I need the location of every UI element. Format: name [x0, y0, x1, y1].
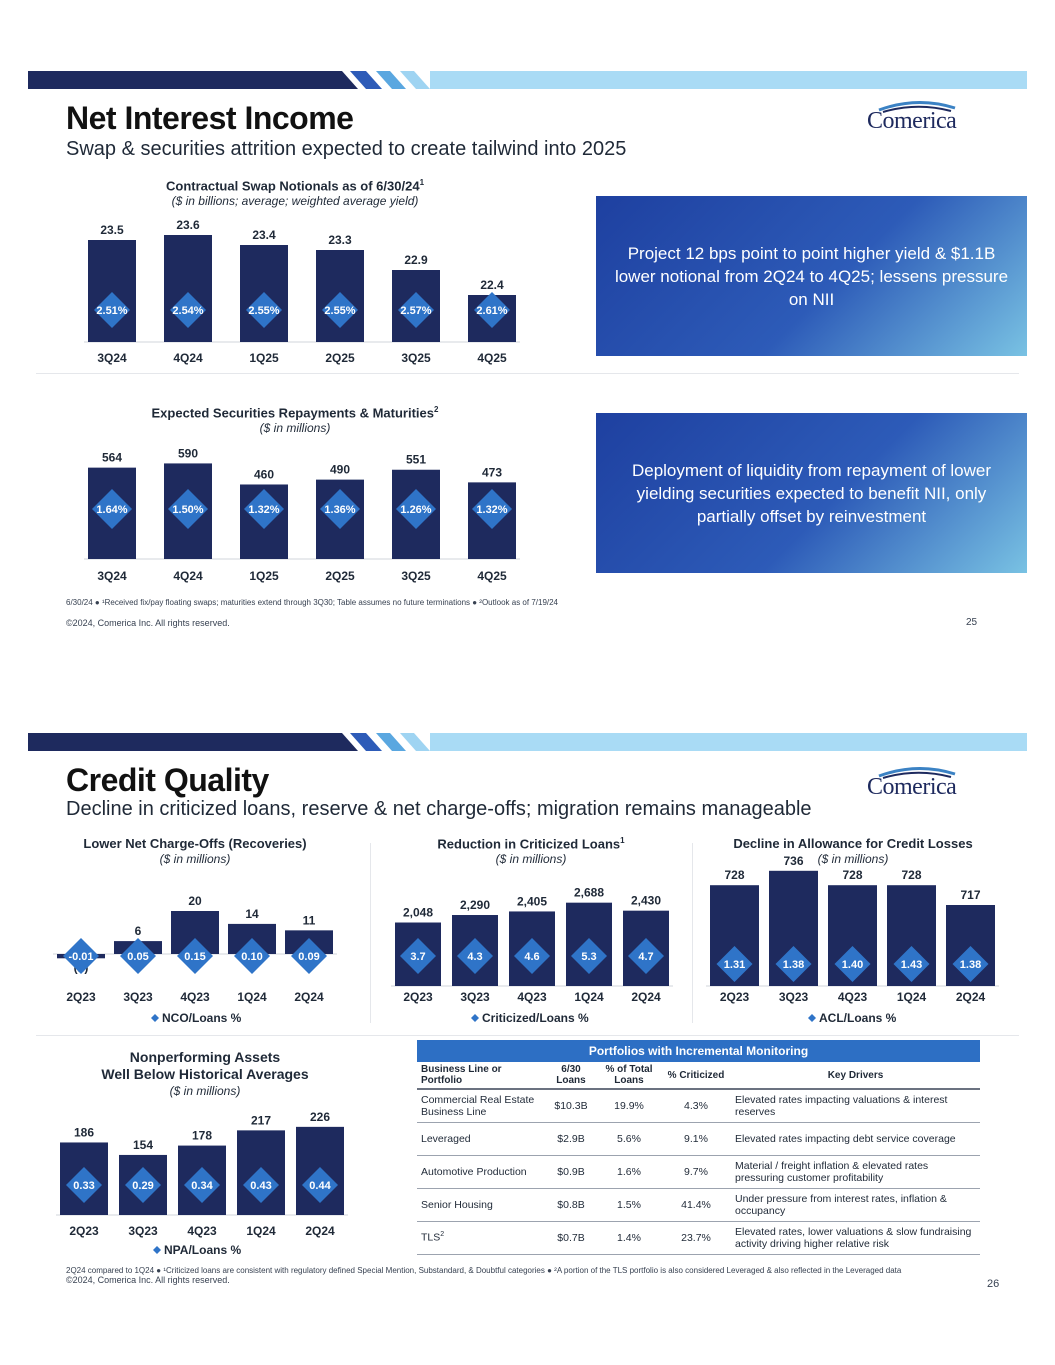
category-label: 2Q23	[403, 990, 433, 1004]
chart-divider-1	[370, 843, 371, 1023]
table-cell: 4.3%	[661, 1089, 731, 1122]
category-label: 3Q24	[97, 351, 127, 365]
category-label: 2Q25	[325, 351, 355, 365]
swap-chart-subtitle: ($ in billions; average; weighted average yield)	[171, 194, 419, 208]
table-cell: $10.3B	[545, 1089, 597, 1122]
table-cell: Automotive Production	[417, 1155, 545, 1188]
data-label: 564	[101, 450, 123, 465]
col-key-drivers: Key Drivers	[731, 1062, 980, 1089]
securities-chart-subtitle: ($ in millions)	[259, 421, 331, 435]
table-cell: Elevated rates impacting debt service coverage	[731, 1122, 980, 1155]
chart-divider-2	[692, 843, 693, 1023]
marker-label: 0.43	[250, 1180, 272, 1192]
marker-label: 0.33	[73, 1180, 95, 1192]
marker-label: 0.29	[132, 1180, 154, 1192]
npa-chart-subtitle: ($ in millions)	[169, 1084, 241, 1098]
table-row	[417, 1155, 980, 1188]
swap-chart-footnote-marker: 1	[419, 178, 425, 187]
table-cell: Elevated rates impacting valuations & interest reserves	[731, 1089, 980, 1122]
legend-label: NPA/Loans %	[164, 1243, 242, 1257]
category-label: 3Q25	[401, 351, 431, 365]
table-cell: 5.6%	[597, 1122, 661, 1155]
marker-label: 0.34	[191, 1180, 213, 1192]
nco-chart-title: Lower Net Charge-Offs (Recoveries)	[83, 836, 307, 851]
category-label: 1Q25	[249, 569, 279, 583]
data-label: 22.9	[404, 253, 428, 267]
marker-label: 0.09	[298, 951, 320, 963]
data-label: 2,688	[573, 885, 605, 900]
slide26-copyright: ©2024, Comerica Inc. All rights reserved.	[66, 1275, 230, 1285]
slide25-footnote: 6/30/24 ● ¹Received fix/pay floating swaps; maturities extend through 3Q30; Table assumes no future terminations ● ²Outlook as of 7/19/24	[66, 598, 559, 607]
category-label: 2Q24	[294, 990, 324, 1004]
marker-label: 0.10	[241, 951, 263, 963]
page-subtitle: Swap & securities attrition expected to create tailwind into 2025	[66, 138, 627, 160]
category-label: 3Q23	[460, 990, 490, 1004]
slide26-page-number: 26	[987, 1278, 1000, 1290]
table-cell: Material / freight inflation & elevated rates pressuring customer profitability	[731, 1155, 980, 1188]
category-label: 4Q23	[187, 1224, 217, 1238]
marker-label: 4.7	[638, 951, 654, 963]
col-portfolio: Business Line or Portfolio	[417, 1062, 545, 1089]
table-cell: 41.4%	[661, 1188, 731, 1221]
data-label: 226	[309, 1109, 331, 1124]
page-title-2: Credit Quality	[66, 762, 269, 798]
header-band-right-2	[430, 733, 1027, 751]
data-label: 2,430	[630, 893, 662, 908]
nco-chart	[45, 868, 355, 1028]
marker-label: 3.7	[410, 951, 426, 963]
marker-label: 1.38	[959, 959, 982, 971]
nco-chart-subtitle: ($ in millions)	[159, 852, 231, 866]
marker-label: 1.32%	[476, 504, 508, 516]
category-label: 4Q24	[173, 569, 203, 583]
data-label: 2,290	[459, 898, 491, 913]
data-label: 217	[250, 1113, 272, 1128]
table-row	[417, 1089, 980, 1122]
securities-chart	[70, 437, 540, 587]
securities-callout: Deployment of liquidity from repayment of lower yielding securities expected to benefit NII, only partially offset by reinvestment	[596, 413, 1027, 573]
page-title: Net Interest Income	[66, 100, 354, 136]
marker-label: 1.64%	[96, 504, 128, 516]
category-label: 2Q23	[66, 990, 96, 1004]
col-loans: 6/30 Loans	[545, 1062, 597, 1089]
securities-chart-title	[80, 405, 510, 420]
legend-label: ACL/Loans %	[819, 1011, 897, 1025]
category-label: 2Q25	[325, 569, 355, 583]
legend-diamond-icon	[808, 1014, 816, 1022]
legend-label: NCO/Loans %	[162, 1011, 242, 1025]
marker-label: 4.3	[467, 951, 483, 963]
logo-swoosh-icon	[877, 766, 957, 778]
table-row	[417, 1188, 980, 1221]
category-label: 1Q24	[574, 990, 604, 1004]
marker-label: 2.51%	[96, 305, 128, 317]
table-cell: 23.7%	[661, 1221, 731, 1254]
table-row	[417, 1221, 980, 1254]
data-label: 728	[842, 868, 863, 883]
marker-label: 2.61%	[476, 305, 508, 317]
category-label: 4Q25	[477, 351, 507, 365]
category-label: 3Q23	[778, 990, 809, 1004]
table-cell: 19.9%	[597, 1089, 661, 1122]
data-label: 23.6	[176, 218, 200, 232]
swap-callout: Project 12 bps point to point higher yield & $1.1B lower notional from 2Q24 to 4Q25; lessens pressure on NII	[596, 196, 1027, 356]
marker-label: 1.36%	[324, 504, 356, 516]
category-label: 4Q23	[517, 990, 547, 1004]
data-label: 23.3	[328, 233, 352, 247]
data-label: 590	[177, 446, 199, 461]
data-label: 728	[724, 868, 745, 883]
npa-chart-title	[50, 1049, 360, 1083]
table-cell: 1.5%	[597, 1188, 661, 1221]
table-cell: Senior Housing	[417, 1188, 545, 1221]
category-label: 4Q24	[173, 351, 203, 365]
category-label: 1Q24	[896, 990, 927, 1004]
legend-diamond-icon	[471, 1014, 479, 1022]
criticized-chart-subtitle: ($ in millions)	[495, 852, 567, 866]
data-label: 728	[901, 868, 922, 883]
data-label: 460	[253, 467, 275, 482]
marker-label: 1.43	[900, 959, 923, 971]
category-label: 4Q23	[837, 990, 868, 1004]
swap-chart	[70, 210, 540, 370]
marker-label: 0.05	[127, 951, 149, 963]
header-stripes-2	[280, 733, 440, 751]
criticized-chart	[380, 868, 690, 1028]
data-label: 14	[245, 906, 259, 921]
portfolio-table-header: Portfolios with Incremental Monitoring	[417, 1040, 980, 1062]
criticized-chart-footnote-marker: 1	[620, 836, 625, 845]
comerica-logo	[867, 108, 956, 135]
table-cell: $2.9B	[545, 1122, 597, 1155]
data-label: 736	[783, 853, 804, 868]
category-label: 1Q25	[249, 351, 279, 365]
npa-chart-title-line1: Nonperforming Assets	[129, 1049, 281, 1065]
section-divider-2	[36, 1035, 1019, 1036]
comerica-logo-2	[867, 774, 956, 801]
npa-chart	[45, 1100, 365, 1260]
data-label: 186	[73, 1125, 95, 1140]
marker-label: 1.26%	[400, 504, 432, 516]
acl-chart-subtitle: ($ in millions)	[817, 852, 889, 866]
marker-label: -0.01	[68, 951, 94, 963]
col-pct-criticized: % Criticized	[661, 1062, 731, 1089]
data-label: 154	[132, 1137, 154, 1152]
marker-label: 0.44	[309, 1180, 331, 1192]
category-label: 4Q25	[477, 569, 507, 583]
category-label: 3Q23	[128, 1224, 158, 1238]
category-label: 3Q23	[123, 990, 153, 1004]
data-label: 11	[302, 913, 316, 928]
marker-label: 0.15	[184, 951, 206, 963]
category-label: 2Q23	[719, 990, 750, 1004]
marker-label: 5.3	[581, 951, 597, 963]
data-label: 717	[960, 888, 981, 902]
category-label: 2Q24	[631, 990, 661, 1004]
data-label: 473	[481, 465, 503, 480]
slide25-page-number: 25	[966, 617, 978, 628]
table-cell: TLS$^2$	[417, 1221, 545, 1254]
logo-text: Comerica	[867, 774, 957, 800]
logo-text: Comerica	[867, 108, 957, 134]
table-cell: Elevated rates, lower valuations & slow fundraising activity driving higher relative risk	[731, 1221, 980, 1254]
acl-chart-title: Decline in Allowance for Credit Losses	[733, 836, 973, 851]
table-cell: 9.1%	[661, 1122, 731, 1155]
legend-label: Criticized/Loans %	[482, 1011, 589, 1025]
data-label: 6	[134, 924, 142, 939]
swap-chart-title	[80, 178, 510, 193]
table-cell: $0.8B	[545, 1188, 597, 1221]
marker-label: 2.57%	[400, 305, 432, 317]
category-label: 1Q24	[237, 990, 267, 1004]
data-label: 490	[329, 462, 351, 477]
table-cell: $0.9B	[545, 1155, 597, 1188]
marker-label: 1.31	[723, 959, 746, 971]
data-label: 178	[191, 1128, 213, 1143]
table-cell: 1.6%	[597, 1155, 661, 1188]
table-cell: $0.7B	[545, 1221, 597, 1254]
legend-diamond-icon	[153, 1246, 161, 1254]
securities-chart-footnote-marker: 2	[434, 405, 439, 414]
category-label: 2Q24	[955, 990, 986, 1004]
marker-label: 2.55%	[324, 305, 356, 317]
section-divider	[36, 373, 1019, 374]
marker-label: 1.38	[782, 959, 805, 971]
category-label: 3Q24	[97, 569, 127, 583]
data-label: 2,048	[402, 905, 434, 920]
marker-label: 1.40	[841, 959, 864, 971]
category-label: 3Q25	[401, 569, 431, 583]
data-label: 23.5	[100, 223, 124, 237]
category-label: 2Q24	[305, 1224, 335, 1238]
table-cell: 1.4%	[597, 1221, 661, 1254]
marker-label: 2.54%	[172, 305, 204, 317]
swap-chart-title-text: Contractual Swap Notionals as of 6/30/24	[165, 178, 420, 194]
slide25-copyright: ©2024, Comerica Inc. All rights reserved.	[66, 618, 230, 628]
category-label: 4Q23	[180, 990, 210, 1004]
criticized-chart-title	[376, 836, 686, 851]
table-cell: Commercial Real Estate Business Line	[417, 1089, 545, 1122]
data-label: 20	[188, 894, 202, 908]
npa-chart-title-line2: Well Below Historical Averages	[101, 1066, 309, 1082]
table-row	[417, 1122, 980, 1155]
logo-swoosh-icon	[877, 100, 957, 112]
col-pct-total: % of Total Loans	[597, 1062, 661, 1089]
tls-footnote-marker: 2	[440, 1231, 445, 1239]
marker-label: 1.50%	[172, 504, 204, 516]
table-cell: Leveraged	[417, 1122, 545, 1155]
data-label: 2,405	[516, 894, 548, 909]
securities-chart-title-text: Expected Securities Repayments & Maturities	[151, 405, 435, 421]
category-label: 1Q24	[246, 1224, 276, 1238]
marker-label: 2.55%	[248, 305, 280, 317]
criticized-chart-title-text: Reduction in Criticized Loans	[437, 836, 621, 852]
marker-label: 1.32%	[248, 504, 280, 516]
page-subtitle-2: Decline in criticized loans, reserve & net charge-offs; migration remains manageable	[66, 798, 812, 820]
table-cell: Under pressure from interest rates, inflation & occupancy	[731, 1188, 980, 1221]
slide26-footnote: 2Q24 compared to 1Q24 ● ¹Criticized loans are consistent with regulatory defined Special Mention, Substandard, & Doubtful categories ● ²A portion of the TLS portfolio is also considered Leveraged & also reflected in the Leveraged data	[66, 1266, 902, 1275]
data-label: 551	[405, 452, 427, 467]
portfolio-table	[417, 1040, 980, 1255]
table-cell: 9.7%	[661, 1155, 731, 1188]
data-label: 22.4	[480, 278, 504, 292]
legend-diamond-icon	[151, 1014, 159, 1022]
data-label: 23.4	[252, 228, 276, 242]
header-band-right	[430, 71, 1027, 89]
marker-label: 4.6	[524, 951, 540, 963]
category-label: 2Q23	[69, 1224, 99, 1238]
